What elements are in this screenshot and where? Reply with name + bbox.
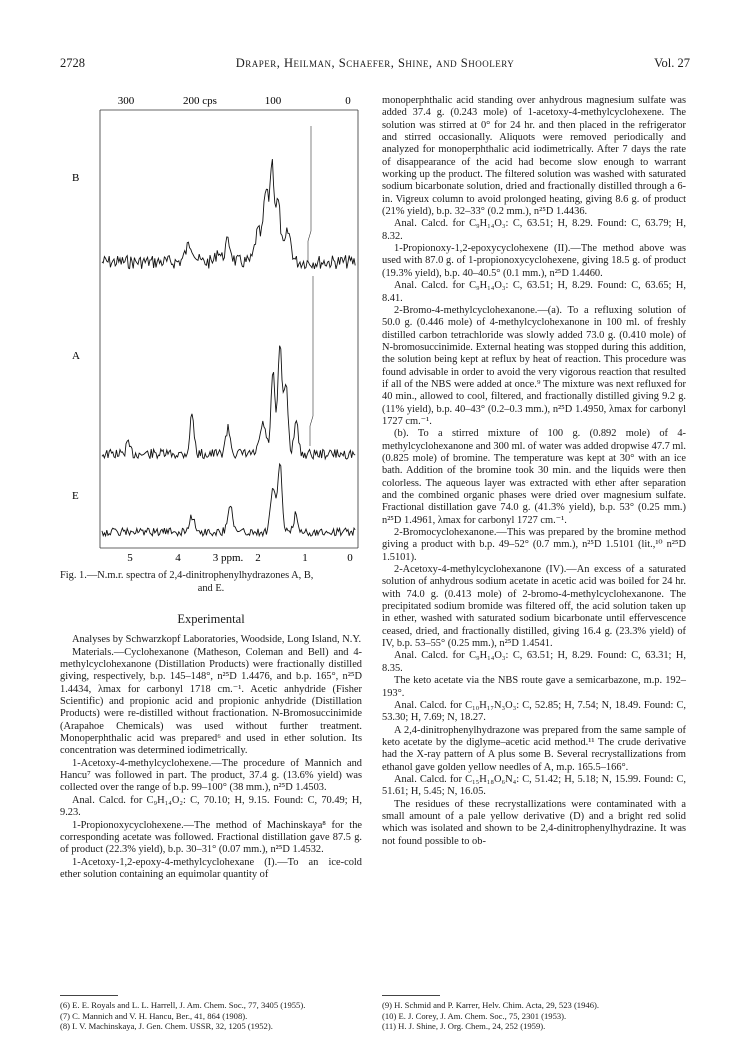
footnote: (10) E. J. Corey, J. Am. Chem. Soc., 75, 2301 (1953). <box>382 1010 567 1021</box>
left-column <box>60 613 362 881</box>
panel-label-e: E <box>72 490 79 502</box>
paragraph: Analyses by Schwarzkopf Laboratories, Woodside, Long Island, N.Y. <box>72 634 362 646</box>
paragraph: Anal. Calcd. for C₉H₁₄O₃: C, 63.51; H, 8.29. Found: C, 63.31; H, 8.35. <box>382 650 686 674</box>
figure-caption <box>60 570 362 595</box>
volume-label: Vol. 27 <box>654 56 690 70</box>
bottom-axis-label: 4 <box>175 552 181 564</box>
panel-label-a: A <box>72 350 80 362</box>
paragraph: 1-Propionoxycyclohexene.—The method of Machinskaya⁸ for the corresponding acetate was followed. Fractional distillation gave 87.5 g. of product (22.3% yield), b.p. 30–31° (0.07 mm.), n²⁵D 1.4532. <box>60 819 362 856</box>
running-authors: Draper, Heilman, Schaefer, Shine, and Shoolery <box>235 56 515 70</box>
footnote: (7) C. Mannich and V. H. Hancu, Ber., 41, 864 (1908). <box>60 1010 248 1021</box>
spectrum-trace-a <box>102 346 355 459</box>
section-heading: Experimental <box>177 612 245 626</box>
page-number: 2728 <box>60 56 85 70</box>
bottom-axis-label: 2 <box>255 552 261 564</box>
paragraph: The residues of these recrystallizations were contaminated with a small amount of a pale yellow derivative (D) and a bright red solid which was isolated and shown to be 2,4-dinitrophenylhydrazine. It was not found possible to ob- <box>382 798 686 847</box>
caption-line: and E. <box>197 582 225 594</box>
panel-label-b: B <box>72 172 80 184</box>
footnote: (8) I. V. Machinskaya, J. Gen. Chem. USSR, 32, 1205 (1952). <box>60 1021 273 1031</box>
paragraph: Anal. Calcd. for C₉H₁₄O₂: C, 70.10; H, 9.15. Found: C, 70.49; H, 9.23. <box>60 794 362 819</box>
footnote: (11) H. J. Shine, J. Org. Chem., 24, 252 (1959). <box>382 1021 546 1031</box>
paragraph: Anal. Calcd. for C₁₅H₁₈O₆N₄: C, 51.42; H, 5.18; N, 15.99. Found: C, 51.61; H, 5.45; N, 16.05. <box>382 773 686 798</box>
paragraph: Anal. Calcd. for C₁₀H₁₇N₃O₃: C, 52.85; H, 7.54; N, 18.49. Found: C, 53.30; H, 7.69; N, 18.27. <box>382 699 686 724</box>
footnote: (9) H. Schmid and P. Karrer, Helv. Chim. Acta, 29, 523 (1946). <box>382 1000 600 1010</box>
paragraph: (b). To a stirred mixture of 100 g. (0.892 mole) of 4-methylcyclohexanone and 300 ml. of water was added dropwise 47.7 ml. (0.825 mole) of bromine. The temperature was kept at 30° with an ice bath. Addition of the bromine took 30 min. and the liquids were then colorless. The aqueous layer was extracted with ether after separation and the combined organic phases were dried over magnesium sulfate. Fractional distillation gave 74.0 g. (41.3% yield), b.p. 53° (0.25 mm.) n²⁵D 1.4961, λmax for carbonyl 1727 cm.⁻¹. <box>382 428 686 526</box>
paragraph: The keto acetate via the NBS route gave a semicarbazone, m.p. 192–193°. <box>382 675 686 699</box>
caption-line: Fig. 1.—N.m.r. spectra of 2,4-dinitrophenylhydrazones A, B, <box>60 570 314 581</box>
paragraph: 1-Propionoxy-1,2-epoxycyclohexene (II).—The method above was used with 87.0 g. of 1-propionoxycyclohexene, giving 18.5 g. of product (19.3% yield), b.p. 40–40.5° (0.1 mm.), n²⁵D 1.4460. <box>382 243 686 279</box>
top-axis-label: 300 <box>117 95 135 107</box>
paragraph: 2-Acetoxy-4-methylcyclohexanone (IV).—An excess of a saturated solution of anhydrous sodium acetate in acetic acid was boiled for 24 hr. with 74.0 g. (0.413 mole) of 2-bromo-4-methylcyclohexanone. The precipitated sodium bromide was filtered off, the acid solution taken up in ether, washed with saturated sodium bicarbonate until effervescence ceased, dried, and fractionally distilled, giving 16.4 g. (23.3% yield) of IV, b.p. 53–55° (0.25 mm.), n²⁵D 1.4541. <box>382 564 686 650</box>
paragraph: 1-Acetoxy-1,2-epoxy-4-methylcyclohexane (I).—To an ice-cold ether solution containing an equimolar quantity of <box>60 856 362 880</box>
top-axis-label: 0 <box>345 95 351 107</box>
bottom-axis-label: 1 <box>302 552 308 564</box>
right-column <box>382 95 686 848</box>
paragraph: 2-Bromo-4-methylcyclohexanone.—(a). To a refluxing solution of 50.0 g. (0.446 mole) of 4-methylcyclohexanone in 100 ml. of freshly distilled carbon tetrachloride was slowly added 73.0 g. (0.410 mole) of N-bromosuccinimide. External heating was stopped during this addition, the solution being kept at reflux by heat of reaction. This procedure was found advisable in order to avoid the very vigorous reaction that resulted if all of the NBS were added at once.⁹ The mixture was next refluxed for 40 min., allowed to cool, filtered, and fractionally distilled giving 9.2 g. (11% yield), b.p. 40–43° (0.2–0.3 mm.), n²⁵D 1.4950, λmax for carbonyl 1727 cm.⁻¹. <box>382 304 686 427</box>
nmr-figure <box>58 86 364 564</box>
bottom-axis-label: 3 ppm. <box>212 552 244 564</box>
bottom-axis-label: 0 <box>347 552 353 564</box>
top-axis-label: 200 cps <box>183 95 217 107</box>
paragraph: Anal. Calcd. for C₉H₁₄O₃: C, 63.51; H, 8.29. Found: C, 63.79; H, 8.32. <box>382 218 686 242</box>
paragraph: Anal. Calcd. for C₉H₁₄O₃: C, 63.51; H, 8.29. Found: C, 63.65; H, 8.41. <box>382 280 686 304</box>
paragraph: 1-Acetoxy-4-methylcyclohexene.—The procedure of Mannich and Hancu⁷ was followed in part. The product, 37.4 g. (13.6% yield) was collected over the range of b.p. 99–100° (38 mm.), n²⁵D 1.4503. <box>60 757 362 794</box>
integral-trace-a <box>310 276 313 446</box>
running-header <box>60 56 690 72</box>
footnotes-left <box>60 1000 362 1032</box>
footnote-rule <box>382 995 440 996</box>
paragraph: monoperphthalic acid standing over anhydrous magnesium sulfate was added 37.4 g. (0.243 mole) of 1-acetoxy-4-methylcyclohexene. The solution was stirred at 0° for 24 hr. and then placed in the refrigerator and stirred occasionally. Aliquots were removed periodically and analyzed for monoperphthalic acid iodimetrically. After 7 days the rate of disappearance of the acid had become slow enough to warrant working up the product. The filtered solution was washed with saturated sodium bicarbonate solution, dried and fractionally distilled through a 6-in. Vigreux column to avoid prolonged heating, giving 8.6 g. of product (21% yield), b.p. 32–33° (0.2 mm.), n²⁵D 1.4436. <box>382 95 686 218</box>
footnote-rule <box>60 995 118 996</box>
paragraph: Materials.—Cyclohexanone (Matheson, Coleman and Bell) and 4-methylcyclohexanone (Distillation Products) were fractionally distilled giving, respectively, b.p. 145–148°, n²⁵D 1.4476, and b.p. 165°, n²⁵D 1.4434, λmax for carbonyl 1718 cm.⁻¹. Acetic anhydride (Fisher Scientific) and propionic acid and propionic anhydride (Distillation Products) were re-distilled without fractionation. N-Bromosuccinimide (Arapahoe Chemicals) was used without further treatment. Monoperphthalic acid was prepared⁶ and used in ether solution. Its concentration was determined iodimetrically. <box>60 646 362 757</box>
paragraph: 2-Bromocyclohexanone.—This was prepared by the bromine method giving a product with b.p. 49–52° (0.7 mm.), n²⁵D 1.5101 (lit.,¹⁰ n²⁵D 1.5101). <box>382 527 686 563</box>
top-axis-label: 100 <box>264 95 282 107</box>
paragraph: A 2,4-dinitrophenylhydrazone was prepared from the same sample of keto acetate by the diglyme–acetic acid method.¹¹ The crude derivative had the X-ray pattern of A plus some B. Several recrystallizations from ethanol gave golden yellow needles of A, m.p. 165.5–166°. <box>382 724 686 773</box>
footnotes-right <box>382 1000 686 1032</box>
spectrum-trace-b <box>102 159 355 269</box>
integral-trace-b <box>308 126 311 261</box>
footnote: (6) E. E. Royals and L. L. Harrell, J. Am. Chem. Soc., 77, 3405 (1955). <box>60 1000 306 1010</box>
spectrum-trace-e <box>102 464 355 536</box>
nmr-spectra-plot <box>58 86 364 564</box>
bottom-axis-label: 5 <box>127 552 133 564</box>
